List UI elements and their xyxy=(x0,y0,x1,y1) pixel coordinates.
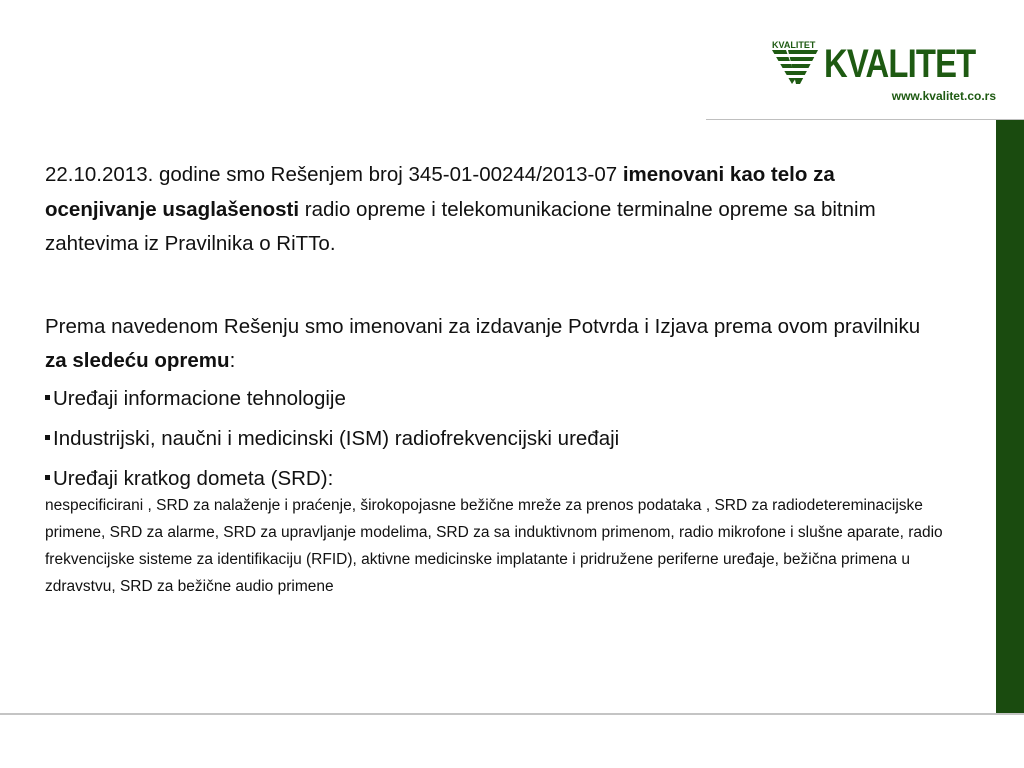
logo-emblem-icon xyxy=(770,40,822,86)
intro-paragraph xyxy=(45,158,945,262)
equipment-text-a: Prema navedenom Rešenju smo imenovani za izdavanje Potvrda i Izjava prema ovom pravilniku xyxy=(45,314,921,338)
bullet-square-icon xyxy=(45,475,50,480)
bullet-square-icon xyxy=(45,395,50,400)
intro-text-a: 22.10.2013. godine smo Rešenjem broj 345-01-00244/2013-07 xyxy=(45,163,623,186)
bullet-item-it xyxy=(45,379,945,419)
bullet-label: Uređaji kratkog dometa (SRD): xyxy=(53,466,334,490)
logo-mark-text: KVALITET xyxy=(772,40,816,50)
slide-content xyxy=(45,158,945,600)
logo-wordmark: KVALITET xyxy=(824,42,976,86)
bullet-label: Industrijski, naučni i medicinski (ISM) radiofrekvencijski uređaji xyxy=(53,426,620,450)
logo-url[interactable]: www.kvalitet.co.rs xyxy=(891,89,996,103)
top-divider xyxy=(706,119,1024,120)
intro-bold-text: imenovani kao telo za ocenjivanje usaglašenosti xyxy=(45,163,835,221)
equipment-paragraph xyxy=(45,310,945,379)
bullet-label: Uređaji informacione tehnologije xyxy=(53,386,346,410)
equipment-bold-text: za sledeću opremu xyxy=(45,349,230,372)
bottom-divider xyxy=(0,713,1024,715)
bullet-item-ism xyxy=(45,419,945,459)
side-accent-bar xyxy=(996,120,1024,713)
srd-details: nespecificirani , SRD za nalaženje i praćenje, širokopojasne bežične mreže za prenos podataka , SRD za radiodetereminacijske primene, SRD za alarme, SRD za upravljanje modelima, SRD za sa induktivnom primenom, radio mikrofone i slušne aparate, radio frekvencijske sisteme za identifikaciju (RFID), aktivne medicinske implatante i pridružene periferne uređaje, bežična primena u zdravstvu, SRD za bežične audio primene xyxy=(45,496,943,595)
bullet-square-icon xyxy=(45,435,50,440)
equipment-text-b: : xyxy=(229,349,236,372)
intro-text-b: radio opreme i telekomunikacione terminalne opreme sa bitnim zahtevima iz Pravilnika o RiTTo. xyxy=(45,197,876,255)
company-logo xyxy=(770,40,996,106)
